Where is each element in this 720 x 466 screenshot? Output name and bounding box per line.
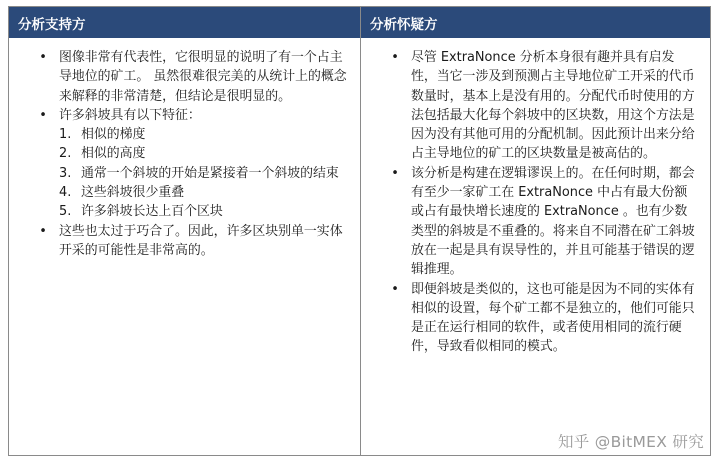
skeptic-cell bbox=[361, 38, 710, 455]
bullet-dot: • bbox=[39, 50, 47, 65]
bullet-text: 这些也太过于巧合了。因此，许多区块别单一实体开采的可能性是非常高的。 bbox=[59, 223, 343, 258]
supporter-bullet-2 bbox=[9, 106, 360, 222]
supporter-bullet-3 bbox=[9, 222, 360, 261]
supporter-bullet-list bbox=[9, 48, 360, 260]
feature-item: 5. 许多斜坡长达上百个区块 bbox=[59, 204, 223, 220]
bullet-dot: • bbox=[391, 165, 399, 181]
feature-list bbox=[59, 125, 352, 221]
supporter-cell bbox=[9, 38, 361, 455]
supporter-column-header: 分析支持方 bbox=[9, 7, 361, 38]
bullet-dot: • bbox=[39, 223, 47, 239]
bullet-dot: • bbox=[391, 281, 399, 297]
bullet-text: 许多斜坡具有以下特征： bbox=[59, 107, 201, 123]
feature-item: 1. 相似的梯度 bbox=[59, 127, 146, 143]
supporter-bullet-1 bbox=[9, 48, 360, 106]
watermark: 知乎 @BitMEX 研究 bbox=[557, 433, 704, 451]
bullet-text: 即便斜坡是类似的，这也可能是因为不同的实体有相似的设置，每个矿工都不是独立的，他们可能只是正在运行相同的软件，或者使用相同的流行硬件，导致看似相同的模式。 bbox=[411, 281, 695, 355]
comparison-table bbox=[8, 6, 711, 456]
skeptic-column-header: 分析怀疑方 bbox=[361, 7, 710, 38]
skeptic-bullet-2 bbox=[361, 164, 710, 280]
bullet-dot: • bbox=[391, 50, 399, 65]
feature-item: 4. 这些斜坡很少重叠 bbox=[59, 185, 185, 201]
bullet-text: 尽管 ExtraNonce 分析本身很有趣并具有启发性，当它一涉及到预测占主导地位矿工开采的代币数量时，基本上是没有用的。分配代币时使用的方法包括最大化每个斜坡中的区块数，用这个方法是因为没有其他可用的分配机制。因此预计出来分给占主导地位的矿工的区块数量是被高估的。 bbox=[411, 50, 695, 162]
bullet-dot: • bbox=[39, 107, 47, 123]
skeptic-bullet-1 bbox=[361, 48, 710, 164]
bullet-text: 该分析是构建在逻辑谬误上的。在任何时期，都会有至少一家矿工在 ExtraNonce 中占有最大份额或占有最快增长速度的 ExtraNonce 。也有少数类型的斜坡是不重叠的。将来自不同潜在矿工斜坡放在一起是具有误导性的，并且可能基于错误的逻辑推理。 bbox=[411, 165, 695, 278]
feature-item: 2. 相似的高度 bbox=[59, 146, 146, 162]
feature-item: 3. 通常一个斜坡的开始是紧接着一个斜坡的结束 bbox=[59, 165, 339, 181]
bullet-text: 图像非常有代表性，它很明显的说明了有一个占主导地位的矿工。 虽然很难很完美的从统计上的概念来解释的非常清楚，但结论是很明显的。 bbox=[59, 50, 347, 104]
skeptic-bullet-list bbox=[361, 48, 710, 357]
skeptic-bullet-3 bbox=[361, 280, 710, 357]
